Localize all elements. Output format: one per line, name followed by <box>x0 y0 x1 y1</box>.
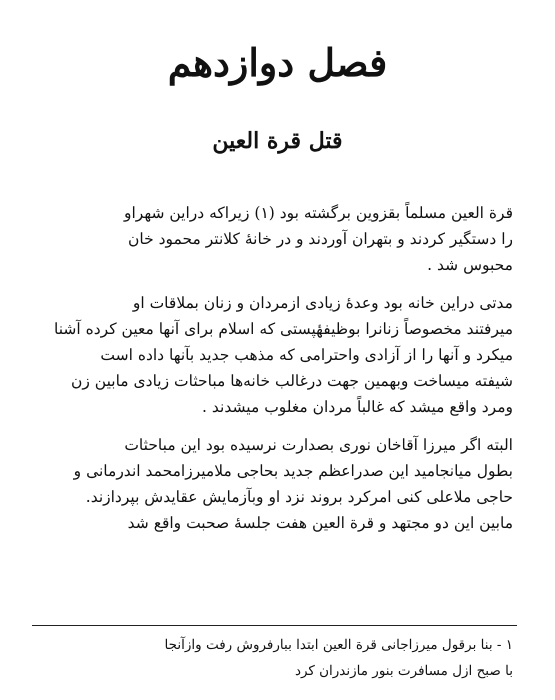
text-line: قرة العين مسلماً بقزوین برگشته بود (۱) زیراکه دراین شهراو <box>123 204 513 222</box>
footnote-line: ۱ - بنا برقول میرزاجانی قرة العین ابتدا ببارفروش رفت وازآنجا <box>164 637 513 653</box>
text-line: را دستگیر کردند و بتهران آوردند و در خانهٔ کلانتر محمود خان <box>128 230 513 248</box>
text-line: محبوس شد . <box>427 256 513 274</box>
text-line: شیفته میساخت وبهمین جهت درغالب خانه‌ها مباحثات زیادی مابین زن <box>71 372 513 390</box>
paragraph-1 <box>44 200 513 278</box>
footnote-divider <box>32 625 517 626</box>
text-line: میکرد و آنها را از آزادی واحترامی که مذهب جدید بآنها داده است <box>100 346 513 364</box>
footnote-line: با صبح ازل مسافرت بنور مازندران کرد <box>294 663 513 679</box>
footnote <box>44 632 513 684</box>
chapter-title: فصل دوازدهم <box>167 40 388 85</box>
text-line: حاجی ملاعلی کنی امرکرد بروند نزد او وبآزمایش عقایدش بپردازند. <box>85 488 513 506</box>
section-title: قتل قرة العين <box>212 128 343 154</box>
text-line: بطول میانجامید این صدراعظم جدید بحاجی ملامیرزامحمد اندرمانی و <box>73 462 513 480</box>
text-line: میرفتند مخصوصاً زنانرا بوظیفهٔپستی که اسلام برای آنها معین کرده آشنا <box>54 320 513 338</box>
body-text <box>44 200 513 548</box>
text-line: البته اگر میرزا آقاخان نوری بصدارت نرسیده بود این مباحثات <box>124 436 513 454</box>
text-line: مابین این دو مجتهد و قرة العین هفت جلسهٔ صحبت واقع شد <box>127 514 513 532</box>
paragraph-3 <box>44 432 513 536</box>
text-line: ومرد واقع میشد که غالباً مردان مغلوب میشدند . <box>202 398 513 416</box>
paragraph-2 <box>44 290 513 420</box>
text-line: مدتی دراین خانه بود وعدهٔ زیادی ازمردان و زنان بملاقات او <box>132 294 513 312</box>
